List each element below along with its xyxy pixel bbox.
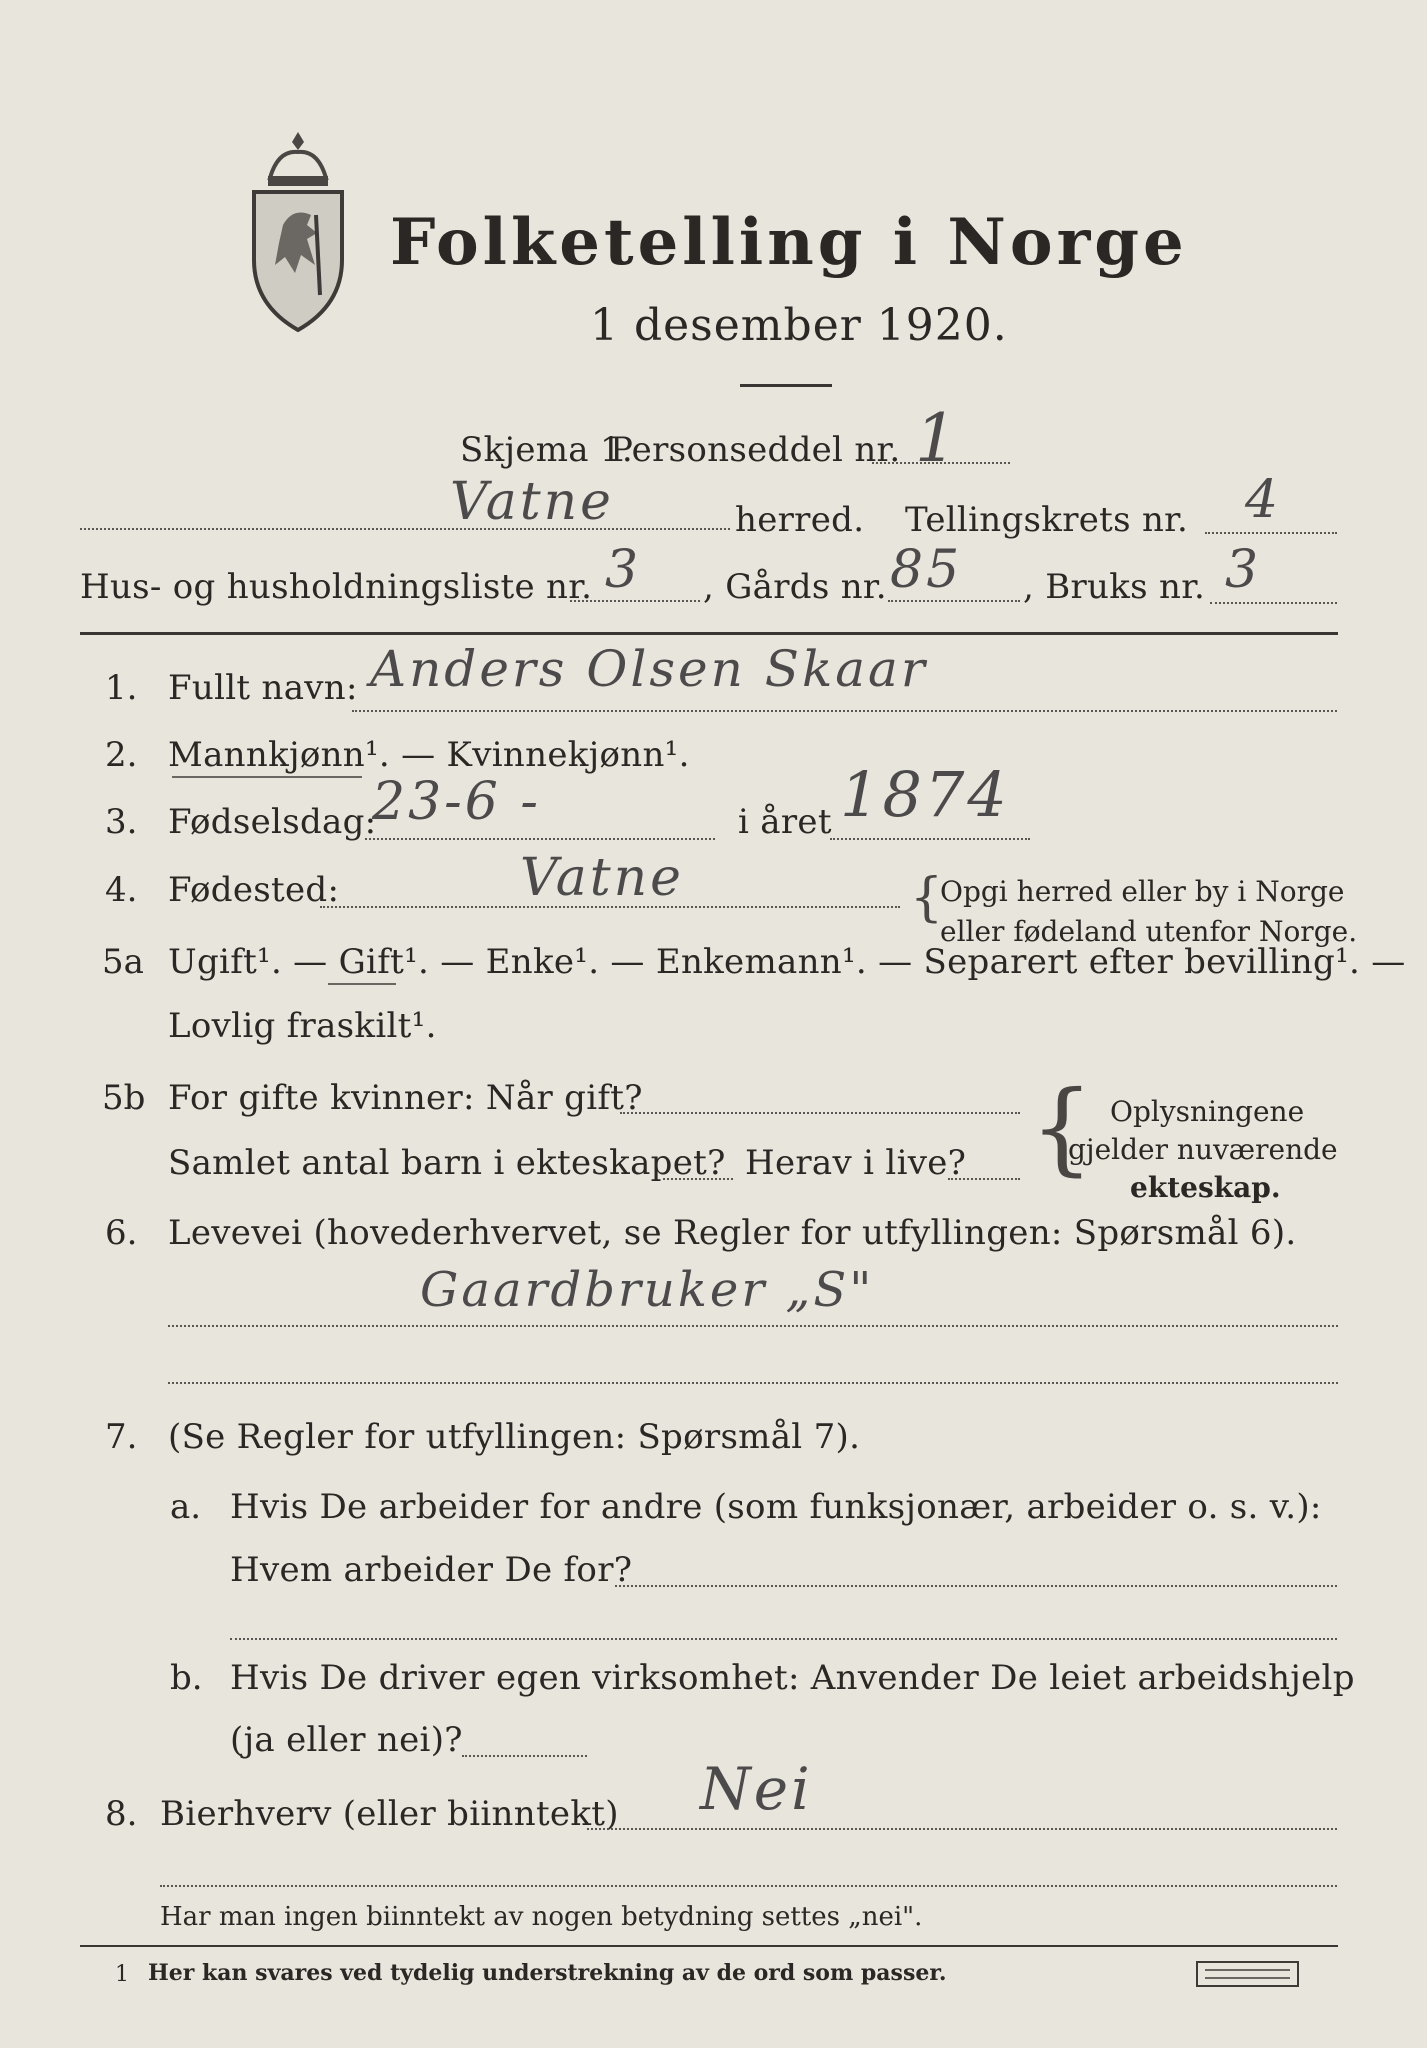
- q3-year-label: i året: [738, 802, 832, 842]
- q8-line2: [160, 1885, 1337, 1887]
- q5b-note-line2: gjelder nuværende: [1068, 1133, 1338, 1166]
- bruks-label: , Bruks nr.: [1023, 567, 1206, 607]
- q5a-line1: Ugift¹. — Gift¹. — Enke¹. — Enkemann¹. — Separert efter bevilling¹. —: [168, 942, 1406, 982]
- q5a-underline: [328, 983, 396, 985]
- census-date: 1 desember 1920.: [590, 300, 1008, 351]
- q5b-note-line1: Oplysningene: [1110, 1095, 1305, 1128]
- q8-label: Bierhverv (eller biinntekt): [160, 1794, 619, 1834]
- q5b-number: 5b: [102, 1078, 146, 1118]
- q4-number: 4.: [105, 870, 138, 910]
- personseddel-label: Personseddel nr.: [610, 430, 901, 470]
- q7a-line: [615, 1585, 1337, 1587]
- q3-number: 3.: [105, 802, 138, 842]
- gards-line: [888, 600, 1020, 602]
- q7a-line1: Hvis De arbeider for andre (som funksjonær, arbeider o. s. v.):: [230, 1487, 1322, 1527]
- q3-year-line: [830, 838, 1030, 840]
- q8-value[interactable]: Nei: [700, 1755, 813, 1823]
- q7-label: (Se Regler for utfyllingen: Spørsmål 7).: [168, 1417, 861, 1457]
- q7a-line2: Hvem arbeider De for?: [230, 1550, 633, 1590]
- q3-year-value[interactable]: 1874: [840, 758, 1010, 831]
- coat-of-arms-icon: [248, 130, 348, 335]
- q7-number: 7.: [105, 1417, 138, 1457]
- husliste-line: [570, 600, 700, 602]
- gards-label: , Gårds nr.: [703, 567, 887, 607]
- footer-note: Har man ingen biinntekt av nogen betydning settes „nei".: [160, 1902, 923, 1932]
- form-title: Folketelling i Norge: [390, 205, 1188, 280]
- q2-number: 2.: [105, 735, 138, 775]
- bruks-line: [1210, 602, 1337, 604]
- header-rule: [80, 632, 1338, 635]
- q8-number: 8.: [105, 1794, 138, 1834]
- q6-line2: [168, 1382, 1338, 1384]
- q1-value[interactable]: Anders Olsen Skaar: [370, 640, 928, 698]
- q5b-note-line3: ekteskap.: [1130, 1171, 1281, 1204]
- q5b-married-line: [620, 1112, 1020, 1114]
- q3-value[interactable]: 23-6 -: [372, 772, 541, 832]
- q5b-alive-line: [948, 1178, 1020, 1180]
- tellingskrets-label: Tellingskrets nr.: [905, 500, 1189, 540]
- q5b-line1: For gifte kvinner: Når gift?: [168, 1078, 643, 1118]
- personseddel-value[interactable]: 1: [915, 400, 960, 477]
- q6-value[interactable]: Gaardbruker „S": [420, 1262, 875, 1318]
- q7b-line2: (ja eller nei)?: [230, 1720, 463, 1760]
- q1-line: [352, 710, 1337, 712]
- q5a-line2: Lovlig fraskilt¹.: [168, 1006, 437, 1046]
- q4-label: Fødested:: [168, 870, 340, 910]
- q2-label: Mannkjønn¹. — Kvinnekjønn¹.: [168, 735, 690, 775]
- q7a-number: a.: [170, 1487, 202, 1527]
- q7b-line: [462, 1755, 587, 1757]
- schema-label: Skjema 1.: [460, 430, 634, 470]
- q5b-line2b: Herav i live?: [745, 1143, 967, 1183]
- herred-line: [80, 528, 730, 530]
- q7a-line2-rule: [230, 1638, 1337, 1640]
- footer-rule: [80, 1945, 1338, 1947]
- tellingskrets-value[interactable]: 4: [1245, 470, 1282, 530]
- q1-number: 1.: [105, 668, 138, 708]
- q2-underline: [172, 776, 362, 778]
- q5b-children-line: [663, 1178, 733, 1180]
- printer-stamp-icon: [1195, 1960, 1300, 1988]
- q6-number: 6.: [105, 1213, 138, 1253]
- q3-line: [365, 838, 715, 840]
- husliste-label: Hus- og husholdningsliste nr.: [80, 567, 593, 607]
- gards-value[interactable]: 85: [890, 540, 963, 600]
- title-divider: [740, 384, 832, 387]
- q1-label: Fullt navn:: [168, 668, 358, 708]
- q6-label: Levevei (hovederhvervet, se Regler for utfyllingen: Spørsmål 6).: [168, 1213, 1297, 1253]
- q4-brace: {: [910, 868, 944, 928]
- bruks-value[interactable]: 3: [1225, 540, 1262, 600]
- q5b-brace: {: [1030, 1069, 1094, 1186]
- q8-line: [587, 1828, 1337, 1830]
- q5a-number: 5a: [102, 942, 144, 982]
- q4-value[interactable]: Vatne: [520, 848, 684, 908]
- q4-note-line1: Opgi herred eller by i Norge: [940, 875, 1345, 908]
- tellingskrets-line: [1205, 532, 1337, 534]
- footnote-text: Her kan svares ved tydelig understrekning av de ord som passer.: [148, 1960, 947, 1986]
- herred-label: herred.: [735, 500, 865, 540]
- q6-line1: [168, 1325, 1338, 1327]
- footnote-mark: 1: [115, 1962, 129, 1987]
- q5b-line2a: Samlet antal barn i ekteskapet?: [168, 1143, 726, 1183]
- q7b-line1: Hvis De driver egen virksomhet: Anvender De leiet arbeidshjelp: [230, 1658, 1355, 1698]
- q7b-number: b.: [170, 1658, 203, 1698]
- husliste-value[interactable]: 3: [605, 540, 642, 600]
- q3-label: Fødselsdag:: [168, 802, 377, 842]
- q4-note-line2: eller fødeland utenfor Norge.: [940, 915, 1358, 948]
- herred-value[interactable]: Vatne: [450, 472, 614, 532]
